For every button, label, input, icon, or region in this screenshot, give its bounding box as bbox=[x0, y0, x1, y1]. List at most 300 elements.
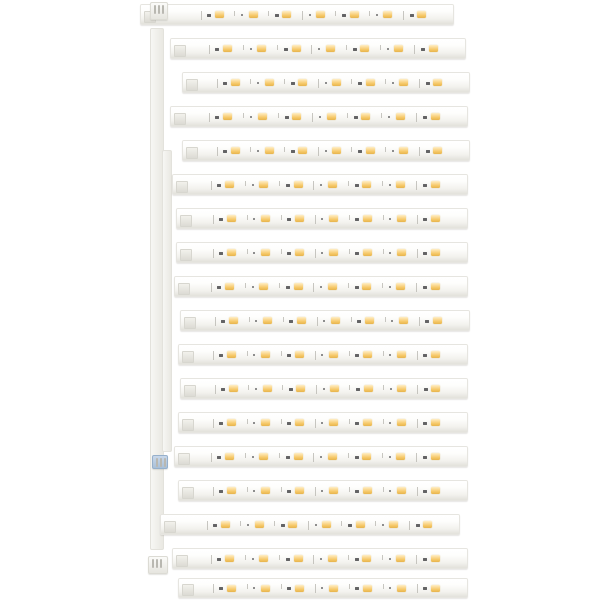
smd-component bbox=[355, 354, 359, 357]
silkscreen-mark bbox=[268, 11, 269, 16]
led-chip bbox=[295, 249, 304, 256]
silkscreen-mark bbox=[277, 45, 278, 50]
led-chip bbox=[431, 181, 440, 188]
led-chip bbox=[227, 487, 236, 494]
silkscreen-mark bbox=[382, 181, 383, 186]
smd-component bbox=[390, 388, 392, 390]
led-strip-board bbox=[180, 310, 470, 331]
board-solder-pad bbox=[176, 181, 188, 193]
smd-component bbox=[321, 490, 323, 492]
smd-component bbox=[318, 48, 320, 50]
silkscreen-mark bbox=[383, 419, 384, 424]
smd-component bbox=[291, 82, 295, 85]
silkscreen-mark bbox=[211, 555, 212, 564]
silkscreen-mark bbox=[209, 113, 210, 122]
led-chip bbox=[327, 113, 336, 120]
smd-component bbox=[286, 456, 290, 459]
silkscreen-mark bbox=[351, 147, 352, 152]
led-chip bbox=[431, 113, 440, 120]
led-chip bbox=[265, 79, 274, 86]
board-highlight bbox=[179, 481, 467, 489]
led-chip bbox=[397, 487, 406, 494]
led-chip bbox=[431, 487, 440, 494]
smd-component bbox=[358, 82, 362, 85]
wire-connector bbox=[152, 455, 168, 469]
smd-component bbox=[253, 422, 255, 424]
led-chip bbox=[363, 487, 372, 494]
silkscreen-mark bbox=[349, 249, 350, 254]
smd-component bbox=[416, 524, 420, 527]
connector-prong bbox=[160, 559, 162, 568]
smd-component bbox=[320, 184, 322, 186]
led-strip-board bbox=[178, 578, 468, 598]
smd-component bbox=[426, 82, 430, 85]
led-chip bbox=[331, 317, 340, 324]
board-highlight bbox=[183, 73, 469, 81]
smd-component bbox=[223, 82, 227, 85]
connector-prong bbox=[154, 5, 156, 14]
silkscreen-mark bbox=[383, 487, 384, 492]
silkscreen-mark bbox=[213, 487, 214, 496]
smd-component bbox=[355, 286, 359, 289]
silkscreen-mark bbox=[279, 181, 280, 186]
smd-component bbox=[424, 388, 428, 391]
smd-component bbox=[355, 184, 359, 187]
led-strip-board bbox=[140, 4, 454, 25]
board-solder-pad bbox=[186, 147, 198, 159]
smd-component bbox=[389, 456, 391, 458]
silkscreen-mark bbox=[247, 584, 248, 589]
led-chip bbox=[399, 147, 408, 154]
smd-component bbox=[287, 218, 291, 221]
silkscreen-mark bbox=[315, 215, 316, 224]
led-chip bbox=[288, 521, 297, 528]
board-highlight bbox=[177, 209, 467, 217]
smd-component bbox=[289, 320, 293, 323]
silkscreen-mark bbox=[245, 181, 246, 186]
smd-component bbox=[388, 116, 390, 118]
led-chip bbox=[231, 79, 240, 86]
smd-component bbox=[285, 116, 289, 119]
fixture-rail bbox=[162, 150, 172, 452]
led-chip bbox=[227, 585, 236, 592]
smd-component bbox=[355, 558, 359, 561]
led-strip-board bbox=[180, 378, 468, 399]
smd-component bbox=[252, 456, 254, 458]
silkscreen-mark bbox=[243, 113, 244, 118]
silkscreen-mark bbox=[281, 584, 282, 589]
silkscreen-mark bbox=[274, 521, 275, 526]
silkscreen-mark bbox=[213, 351, 214, 360]
smd-component bbox=[355, 422, 359, 425]
smd-component bbox=[284, 48, 288, 51]
led-chip bbox=[363, 585, 372, 592]
silkscreen-mark bbox=[315, 584, 316, 593]
silkscreen-mark bbox=[417, 419, 418, 428]
silkscreen-mark bbox=[281, 351, 282, 356]
led-chip bbox=[431, 385, 440, 392]
led-chip bbox=[261, 487, 270, 494]
silkscreen-mark bbox=[382, 453, 383, 458]
silkscreen-mark bbox=[201, 11, 202, 20]
smd-component bbox=[389, 587, 391, 589]
smd-component bbox=[389, 354, 391, 356]
led-chip bbox=[332, 79, 341, 86]
led-chip bbox=[363, 419, 372, 426]
board-highlight bbox=[171, 39, 465, 47]
led-chip bbox=[263, 317, 272, 324]
smd-component bbox=[421, 48, 425, 51]
smd-component bbox=[219, 587, 223, 590]
smd-component bbox=[247, 524, 249, 526]
led-chip bbox=[225, 555, 234, 562]
silkscreen-mark bbox=[385, 79, 386, 84]
silkscreen-mark bbox=[247, 351, 248, 356]
smd-component bbox=[321, 587, 323, 589]
silkscreen-mark bbox=[315, 487, 316, 496]
led-chip bbox=[295, 585, 304, 592]
led-strip-board bbox=[178, 480, 468, 501]
smd-component bbox=[286, 286, 290, 289]
led-chip bbox=[249, 11, 258, 18]
smd-component bbox=[391, 320, 393, 322]
board-solder-pad bbox=[186, 79, 198, 91]
silkscreen-mark bbox=[383, 385, 384, 390]
smd-component bbox=[387, 48, 389, 50]
led-chip bbox=[431, 351, 440, 358]
smd-component bbox=[217, 286, 221, 289]
led-chip bbox=[255, 521, 264, 528]
led-chip bbox=[225, 283, 234, 290]
led-chip bbox=[362, 283, 371, 290]
silkscreen-mark bbox=[383, 249, 384, 254]
led-chip bbox=[215, 11, 224, 18]
silkscreen-mark bbox=[348, 453, 349, 458]
led-chip bbox=[399, 317, 408, 324]
silkscreen-mark bbox=[284, 79, 285, 84]
led-chip bbox=[433, 147, 442, 154]
board-highlight bbox=[173, 175, 467, 183]
led-chip bbox=[227, 351, 236, 358]
led-chip bbox=[316, 11, 325, 18]
silkscreen-mark bbox=[381, 113, 382, 118]
led-chip bbox=[261, 419, 270, 426]
smd-component bbox=[423, 184, 427, 187]
board-solder-pad bbox=[174, 45, 186, 57]
smd-component bbox=[423, 116, 427, 119]
smd-component bbox=[217, 184, 221, 187]
silkscreen-mark bbox=[417, 215, 418, 224]
led-chip bbox=[292, 45, 301, 52]
led-chip bbox=[397, 215, 406, 222]
led-chip bbox=[329, 215, 338, 222]
led-strip-board bbox=[182, 140, 470, 161]
smd-component bbox=[219, 422, 223, 425]
led-chip bbox=[282, 11, 291, 18]
led-chip bbox=[298, 79, 307, 86]
silkscreen-mark bbox=[409, 521, 410, 530]
smd-component bbox=[219, 218, 223, 221]
smd-component bbox=[286, 558, 290, 561]
led-chip bbox=[328, 283, 337, 290]
silkscreen-mark bbox=[282, 385, 283, 390]
led-chip bbox=[261, 585, 270, 592]
smd-component bbox=[382, 524, 384, 526]
silkscreen-mark bbox=[417, 385, 418, 394]
silkscreen-mark bbox=[347, 113, 348, 118]
smd-component bbox=[325, 150, 327, 152]
smd-component bbox=[355, 218, 359, 221]
led-chip bbox=[258, 113, 267, 120]
led-chip bbox=[227, 249, 236, 256]
smd-component bbox=[217, 558, 221, 561]
smd-component bbox=[355, 587, 359, 590]
wire-connector bbox=[148, 556, 168, 574]
smd-component bbox=[423, 252, 427, 255]
smd-component bbox=[389, 218, 391, 220]
smd-component bbox=[355, 252, 359, 255]
led-chip bbox=[423, 521, 432, 528]
smd-component bbox=[287, 587, 291, 590]
led-chip bbox=[431, 453, 440, 460]
led-chip bbox=[431, 249, 440, 256]
led-chip bbox=[362, 181, 371, 188]
smd-component bbox=[291, 150, 295, 153]
led-chip bbox=[433, 317, 442, 324]
board-solder-pad bbox=[180, 249, 192, 261]
led-chip bbox=[363, 351, 372, 358]
led-chip bbox=[389, 521, 398, 528]
led-strip-board bbox=[178, 412, 468, 433]
silkscreen-mark bbox=[247, 487, 248, 492]
led-chip bbox=[399, 79, 408, 86]
smd-component bbox=[353, 48, 357, 51]
silkscreen-mark bbox=[313, 283, 314, 292]
silkscreen-mark bbox=[416, 181, 417, 190]
silkscreen-mark bbox=[348, 283, 349, 288]
silkscreen-mark bbox=[419, 79, 420, 88]
led-chip bbox=[261, 215, 270, 222]
smd-component bbox=[355, 490, 359, 493]
silkscreen-mark bbox=[217, 147, 218, 156]
smd-component bbox=[321, 252, 323, 254]
silkscreen-mark bbox=[335, 11, 336, 16]
smd-component bbox=[255, 388, 257, 390]
silkscreen-mark bbox=[417, 249, 418, 258]
silkscreen-mark bbox=[346, 45, 347, 50]
led-chip bbox=[298, 147, 307, 154]
silkscreen-mark bbox=[351, 79, 352, 84]
silkscreen-mark bbox=[348, 555, 349, 560]
smd-component bbox=[287, 252, 291, 255]
silkscreen-mark bbox=[313, 181, 314, 190]
connector-prong bbox=[156, 559, 158, 568]
smd-component bbox=[221, 388, 225, 391]
board-solder-pad bbox=[164, 521, 176, 533]
board-highlight bbox=[141, 5, 453, 13]
silkscreen-mark bbox=[311, 45, 312, 54]
silkscreen-mark bbox=[281, 487, 282, 492]
silkscreen-mark bbox=[250, 79, 251, 84]
board-highlight bbox=[181, 379, 467, 387]
smd-component bbox=[320, 456, 322, 458]
smd-component bbox=[287, 354, 291, 357]
smd-component bbox=[253, 587, 255, 589]
led-chip bbox=[397, 249, 406, 256]
silkscreen-mark bbox=[348, 181, 349, 186]
smd-component bbox=[357, 320, 361, 323]
silkscreen-mark bbox=[318, 147, 319, 156]
silkscreen-mark bbox=[279, 453, 280, 458]
led-chip bbox=[397, 419, 406, 426]
silkscreen-mark bbox=[341, 521, 342, 526]
led-chip bbox=[332, 147, 341, 154]
silkscreen-mark bbox=[284, 147, 285, 152]
led-chip bbox=[261, 249, 270, 256]
wire-connector bbox=[150, 2, 168, 20]
smd-component bbox=[321, 422, 323, 424]
silkscreen-mark bbox=[375, 521, 376, 526]
silkscreen-mark bbox=[349, 351, 350, 356]
smd-component bbox=[286, 184, 290, 187]
silkscreen-mark bbox=[315, 249, 316, 258]
silkscreen-mark bbox=[248, 385, 249, 390]
silkscreen-mark bbox=[281, 249, 282, 254]
connector-prong bbox=[160, 458, 162, 467]
silkscreen-mark bbox=[419, 317, 420, 326]
silkscreen-mark bbox=[316, 385, 317, 394]
led-chip bbox=[294, 453, 303, 460]
smd-component bbox=[389, 286, 391, 288]
led-chip bbox=[259, 181, 268, 188]
silkscreen-mark bbox=[419, 147, 420, 156]
silkscreen-mark bbox=[234, 11, 235, 16]
smd-component bbox=[389, 422, 391, 424]
board-highlight bbox=[175, 447, 467, 455]
silkscreen-mark bbox=[416, 555, 417, 564]
led-chip bbox=[363, 249, 372, 256]
led-chip bbox=[417, 11, 426, 18]
led-chip bbox=[364, 385, 373, 392]
silkscreen-mark bbox=[417, 584, 418, 593]
smd-component bbox=[423, 354, 427, 357]
smd-component bbox=[257, 82, 259, 84]
led-chip bbox=[263, 385, 272, 392]
led-chip bbox=[431, 585, 440, 592]
led-chip bbox=[361, 113, 370, 120]
silkscreen-mark bbox=[247, 419, 248, 424]
silkscreen-mark bbox=[313, 453, 314, 462]
led-chip bbox=[329, 419, 338, 426]
led-chip bbox=[350, 11, 359, 18]
smd-component bbox=[325, 82, 327, 84]
led-chip bbox=[261, 351, 270, 358]
led-chip bbox=[295, 487, 304, 494]
silkscreen-mark bbox=[213, 249, 214, 258]
smd-component bbox=[423, 218, 427, 221]
led-chip bbox=[394, 45, 403, 52]
led-chip bbox=[431, 215, 440, 222]
smd-component bbox=[410, 14, 414, 17]
led-chip bbox=[431, 283, 440, 290]
smd-component bbox=[287, 490, 291, 493]
led-chip bbox=[397, 585, 406, 592]
smd-component bbox=[321, 354, 323, 356]
smd-component bbox=[221, 320, 225, 323]
led-chip bbox=[229, 385, 238, 392]
led-chip bbox=[429, 45, 438, 52]
silkscreen-mark bbox=[209, 45, 210, 54]
board-highlight bbox=[181, 311, 469, 319]
silkscreen-mark bbox=[403, 11, 404, 20]
led-strip-board bbox=[176, 208, 468, 229]
led-chip bbox=[329, 351, 338, 358]
silkscreen-mark bbox=[312, 113, 313, 122]
smd-component bbox=[348, 524, 352, 527]
smd-component bbox=[423, 587, 427, 590]
smd-component bbox=[219, 252, 223, 255]
smd-component bbox=[358, 150, 362, 153]
led-chip bbox=[225, 453, 234, 460]
board-highlight bbox=[175, 277, 467, 285]
silkscreen-mark bbox=[213, 584, 214, 593]
smd-component bbox=[252, 184, 254, 186]
led-chip bbox=[227, 215, 236, 222]
silkscreen-mark bbox=[315, 419, 316, 428]
smd-component bbox=[250, 116, 252, 118]
silkscreen-mark bbox=[207, 521, 208, 530]
smd-component bbox=[213, 524, 217, 527]
smd-component bbox=[287, 422, 291, 425]
led-chip bbox=[227, 419, 236, 426]
led-chip bbox=[265, 147, 274, 154]
led-chip bbox=[431, 555, 440, 562]
led-strip-board bbox=[160, 514, 460, 535]
led-chip bbox=[328, 181, 337, 188]
smd-component bbox=[423, 286, 427, 289]
led-chip bbox=[294, 181, 303, 188]
smd-component bbox=[253, 354, 255, 356]
silkscreen-mark bbox=[240, 521, 241, 526]
silkscreen-mark bbox=[308, 521, 309, 530]
silkscreen-mark bbox=[416, 113, 417, 122]
connector-prong bbox=[164, 458, 166, 467]
silkscreen-mark bbox=[383, 215, 384, 220]
board-solder-pad bbox=[178, 283, 190, 295]
led-chip bbox=[397, 351, 406, 358]
smd-component bbox=[215, 116, 219, 119]
led-chip bbox=[229, 317, 238, 324]
silkscreen-mark bbox=[281, 419, 282, 424]
board-solder-pad bbox=[182, 351, 194, 363]
smd-component bbox=[342, 14, 346, 17]
led-strip-board bbox=[172, 174, 468, 195]
board-solder-pad bbox=[176, 555, 188, 567]
silkscreen-mark bbox=[416, 453, 417, 462]
led-chip bbox=[365, 317, 374, 324]
silkscreen-mark bbox=[249, 317, 250, 322]
smd-component bbox=[389, 252, 391, 254]
smd-component bbox=[354, 116, 358, 119]
led-chip bbox=[383, 11, 392, 18]
led-chip bbox=[396, 181, 405, 188]
smd-component bbox=[257, 150, 259, 152]
smd-component bbox=[320, 286, 322, 288]
smd-component bbox=[250, 48, 252, 50]
led-strip-board bbox=[170, 106, 468, 127]
silkscreen-mark bbox=[417, 351, 418, 360]
silkscreen-mark bbox=[211, 453, 212, 462]
